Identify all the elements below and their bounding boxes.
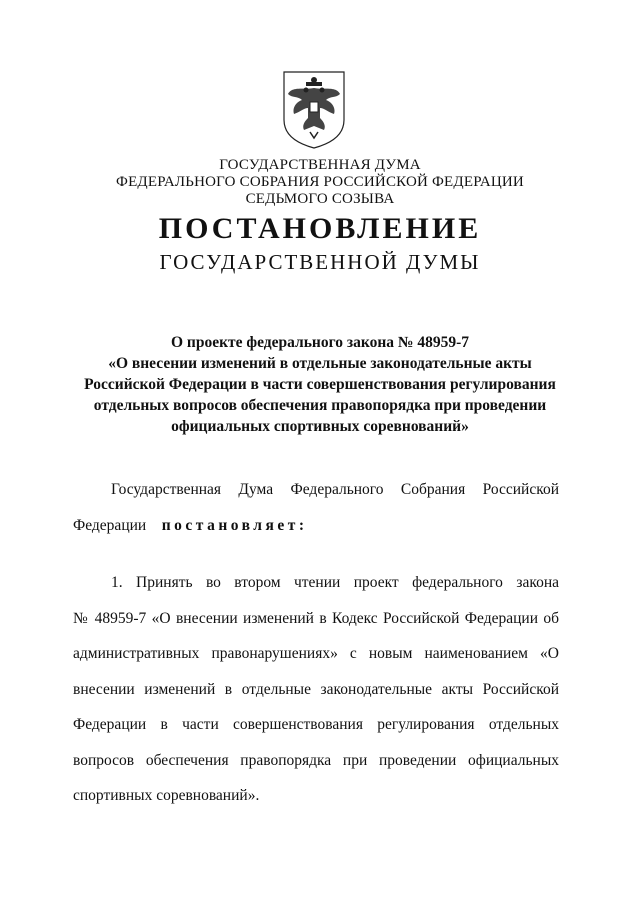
- heading-line: О проекте федерального закона № 48959-7: [170, 334, 469, 351]
- heading-line: Российской Федерации в части совершенствования регулирования: [84, 376, 556, 393]
- item-line: административных правонарушениях» с новым наименованием «О: [73, 645, 559, 662]
- document-title: ПОСТАНОВЛЕНИЕ: [158, 212, 482, 245]
- item-line: 1. Принять во втором чтении проект федерального закона: [111, 574, 559, 591]
- heading-line: отдельных вопросов обеспечения правопорядка при проведении: [93, 397, 547, 414]
- item-line: спортивных соревнований».: [73, 787, 260, 804]
- item-1-paragraph: [73, 573, 559, 822]
- document-subtitle: ГОСУДАРСТВЕННОЙ ДУМЫ: [159, 250, 481, 274]
- preamble-text: Федерации: [73, 516, 147, 534]
- org-name-line-1: ГОСУДАРСТВЕННАЯ ДУМА: [219, 157, 421, 173]
- coat-of-arms-icon: [270, 68, 358, 150]
- preamble-line: Государственная Дума Федерального Собрания Российской: [111, 481, 559, 498]
- org-name-line-3: СЕДЬМОГО СОЗЫВА: [245, 191, 395, 207]
- preamble-paragraph: [73, 480, 559, 551]
- decree-verb: постановляет:: [161, 516, 308, 534]
- item-line: вопросов обеспечения правопорядка при проведении официальных: [73, 751, 559, 769]
- org-name-line-2: ФЕДЕРАЛЬНОГО СОБРАНИЯ РОССИЙСКОЙ ФЕДЕРАЦИИ: [116, 174, 524, 190]
- item-line: № 48959-7 «О внесении изменений в Кодекс Российской Федерации об: [73, 609, 559, 627]
- heading-line: официальных спортивных соревнований»: [171, 418, 469, 435]
- heading-line: «О внесении изменений в отдельные законодательные акты: [108, 355, 532, 372]
- item-line: Федерации в части совершенствования регулирования отдельных: [73, 716, 559, 733]
- item-line: внесении изменений в отдельные законодательные акты Российской: [73, 680, 559, 698]
- resolution-heading: [60, 332, 580, 437]
- preamble-line: [73, 516, 559, 552]
